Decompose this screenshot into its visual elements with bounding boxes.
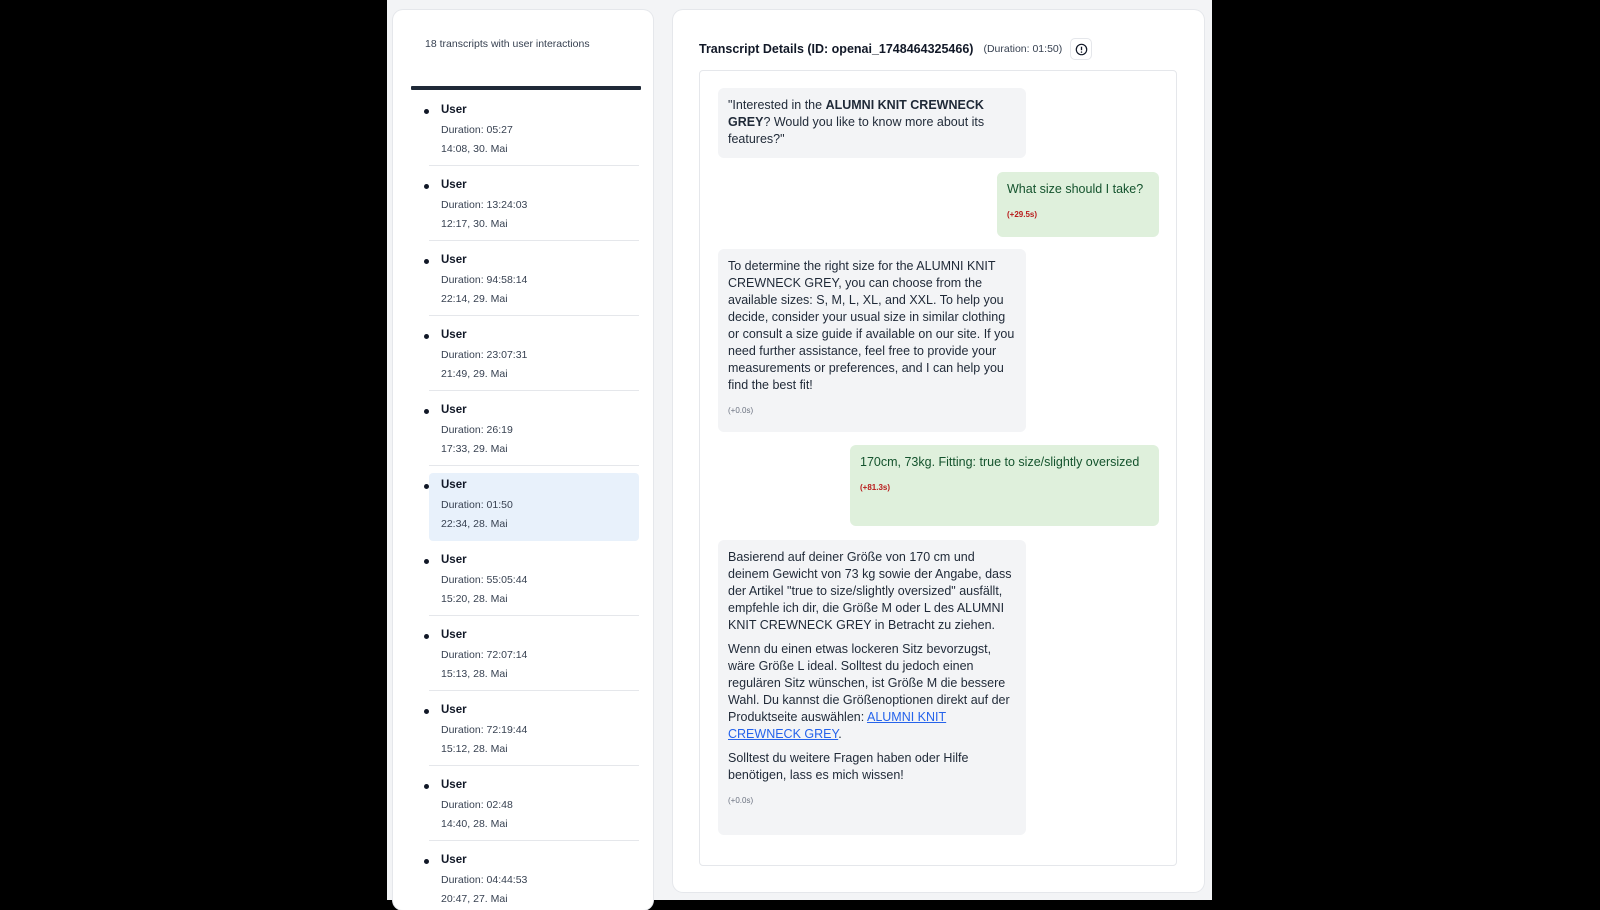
transcript-item[interactable] <box>429 623 639 691</box>
transcript-duration: Duration: 05:27 <box>441 124 513 136</box>
transcript-duration: Duration: 02:48 <box>441 799 513 811</box>
bullet-icon <box>424 559 429 564</box>
transcript-item[interactable] <box>429 773 639 841</box>
bullet-icon <box>424 334 429 339</box>
transcript-date: 15:13, 28. Mai <box>441 668 508 680</box>
transcript-title: User <box>441 329 467 341</box>
transcript-duration: Duration: 04:44:53 <box>441 874 528 886</box>
message-timestamp: (+29.5s) <box>1007 210 1038 219</box>
bot-message-paragraph <box>728 641 1016 743</box>
bullet-icon <box>424 859 429 864</box>
transcript-date: 14:40, 28. Mai <box>441 818 508 830</box>
message-timestamp: (+0.0s) <box>728 796 754 805</box>
transcript-title: User <box>441 854 467 866</box>
bullet-icon <box>424 784 429 789</box>
transcript-title: User <box>441 554 467 566</box>
bot-message <box>718 540 1026 835</box>
bot-message-paragraph: Basierend auf deiner Größe von 170 cm und deinem Gewicht von 73 kg sowie der Angabe, dass der Artikel "true to size/slightly oversized" ausfällt, empfehle ich dir, die Größe M oder L des ALUMNI KNIT CREWNECK GREY in Betracht zu ziehen. <box>728 550 1012 632</box>
chat-transcript <box>699 70 1177 866</box>
bullet-icon <box>424 109 429 114</box>
bullet-icon <box>424 184 429 189</box>
transcript-item[interactable] <box>429 248 639 316</box>
transcript-date: 14:08, 30. Mai <box>441 143 508 155</box>
details-title: Transcript Details (ID: openai_1748464325466) <box>699 42 974 56</box>
message-timestamp: (+0.0s) <box>728 406 754 415</box>
transcript-title: User <box>441 704 467 716</box>
bullet-icon <box>424 409 429 414</box>
transcript-duration: Duration: 55:05:44 <box>441 574 528 586</box>
bot-message-text: To determine the right size for the ALUMNI KNIT CREWNECK GREY, you can choose from the available sizes: S, M, L, XL, and XXL. To help you decide, consider your usual size in similar clothing or consult a size guide if available on our site. If you need further assistance, feel free to provide your measurements or preferences, and I can help you find the best fit! <box>728 259 1015 392</box>
transcript-date: 21:49, 29. Mai <box>441 368 508 380</box>
transcript-item[interactable] <box>429 398 639 466</box>
bot-message-text: Wenn du einen etwas lockeren Sitz bevorzugst, wäre Größe L ideal. Solltest du jedoch einen regulären Sitz wünschen, ist Größe M die bessere Wahl. Du kannst die Größenoptionen direkt auf der Produktseite auswählen: <box>728 642 1010 724</box>
transcript-date: 20:47, 27. Mai <box>441 893 508 905</box>
transcript-date: 12:17, 30. Mai <box>441 218 508 230</box>
transcript-duration: Duration: 13:24:03 <box>441 199 528 211</box>
app-window <box>387 0 1212 905</box>
product-link[interactable]: ALUMNI KNIT CREWNECK GREY <box>728 710 947 741</box>
details-header <box>699 38 1092 60</box>
transcript-duration: Duration: 94:58:14 <box>441 274 528 286</box>
details-duration: (Duration: 01:50) <box>983 43 1063 55</box>
transcript-duration: Duration: 72:19:44 <box>441 724 528 736</box>
bot-message-text: "Interested in the <box>728 98 826 112</box>
bullet-icon <box>424 259 429 264</box>
user-message-text: 170cm, 73kg. Fitting: true to size/slightly oversized <box>860 455 1140 469</box>
transcript-details-panel <box>673 10 1204 892</box>
transcript-list-panel <box>393 10 653 910</box>
transcript-date: 15:12, 28. Mai <box>441 743 508 755</box>
bot-message-text: . <box>838 727 842 741</box>
bot-message-text: ? Would you like to know more about its features?" <box>728 115 985 146</box>
info-icon-glyph <box>1075 43 1088 56</box>
transcript-date: 15:20, 28. Mai <box>441 593 508 605</box>
transcript-title: User <box>441 254 467 266</box>
product-name: ALUMNI KNIT CREWNECK GREY <box>728 98 984 129</box>
bullet-icon <box>424 634 429 639</box>
transcript-duration: Duration: 26:19 <box>441 424 513 436</box>
transcript-title: User <box>441 404 467 416</box>
transcript-list <box>393 90 653 910</box>
user-message-text: What size should I take? <box>1007 182 1144 196</box>
transcript-item[interactable] <box>429 323 639 391</box>
transcript-title: User <box>441 629 467 641</box>
transcript-item[interactable] <box>429 698 639 766</box>
transcript-date: 22:34, 28. Mai <box>441 518 508 530</box>
transcript-count: 18 transcripts with user interactions <box>425 38 590 50</box>
bot-message <box>718 88 1026 158</box>
transcript-item[interactable] <box>429 548 639 616</box>
transcript-item[interactable] <box>429 848 639 910</box>
transcript-duration: Duration: 72:07:14 <box>441 649 528 661</box>
transcript-date: 22:14, 29. Mai <box>441 293 508 305</box>
user-message <box>997 172 1159 237</box>
transcript-title: User <box>441 104 467 116</box>
transcript-duration: Duration: 23:07:31 <box>441 349 528 361</box>
transcript-duration: Duration: 01:50 <box>441 499 513 511</box>
transcript-title: User <box>441 179 467 191</box>
bullet-icon <box>424 709 429 714</box>
transcript-item[interactable] <box>429 173 639 241</box>
bullet-icon <box>424 484 429 489</box>
transcript-item[interactable] <box>429 98 639 166</box>
user-message <box>850 445 1159 526</box>
bot-message <box>718 249 1026 432</box>
message-timestamp: (+81.3s) <box>860 483 891 492</box>
transcript-title: User <box>441 779 467 791</box>
transcript-date: 17:33, 29. Mai <box>441 443 508 455</box>
info-icon[interactable] <box>1070 38 1092 60</box>
transcript-title: User <box>441 479 467 491</box>
bot-message-paragraph: Solltest du weitere Fragen haben oder Hilfe benötigen, lass es mich wissen! <box>728 751 969 782</box>
transcript-item-selected[interactable] <box>429 473 639 541</box>
